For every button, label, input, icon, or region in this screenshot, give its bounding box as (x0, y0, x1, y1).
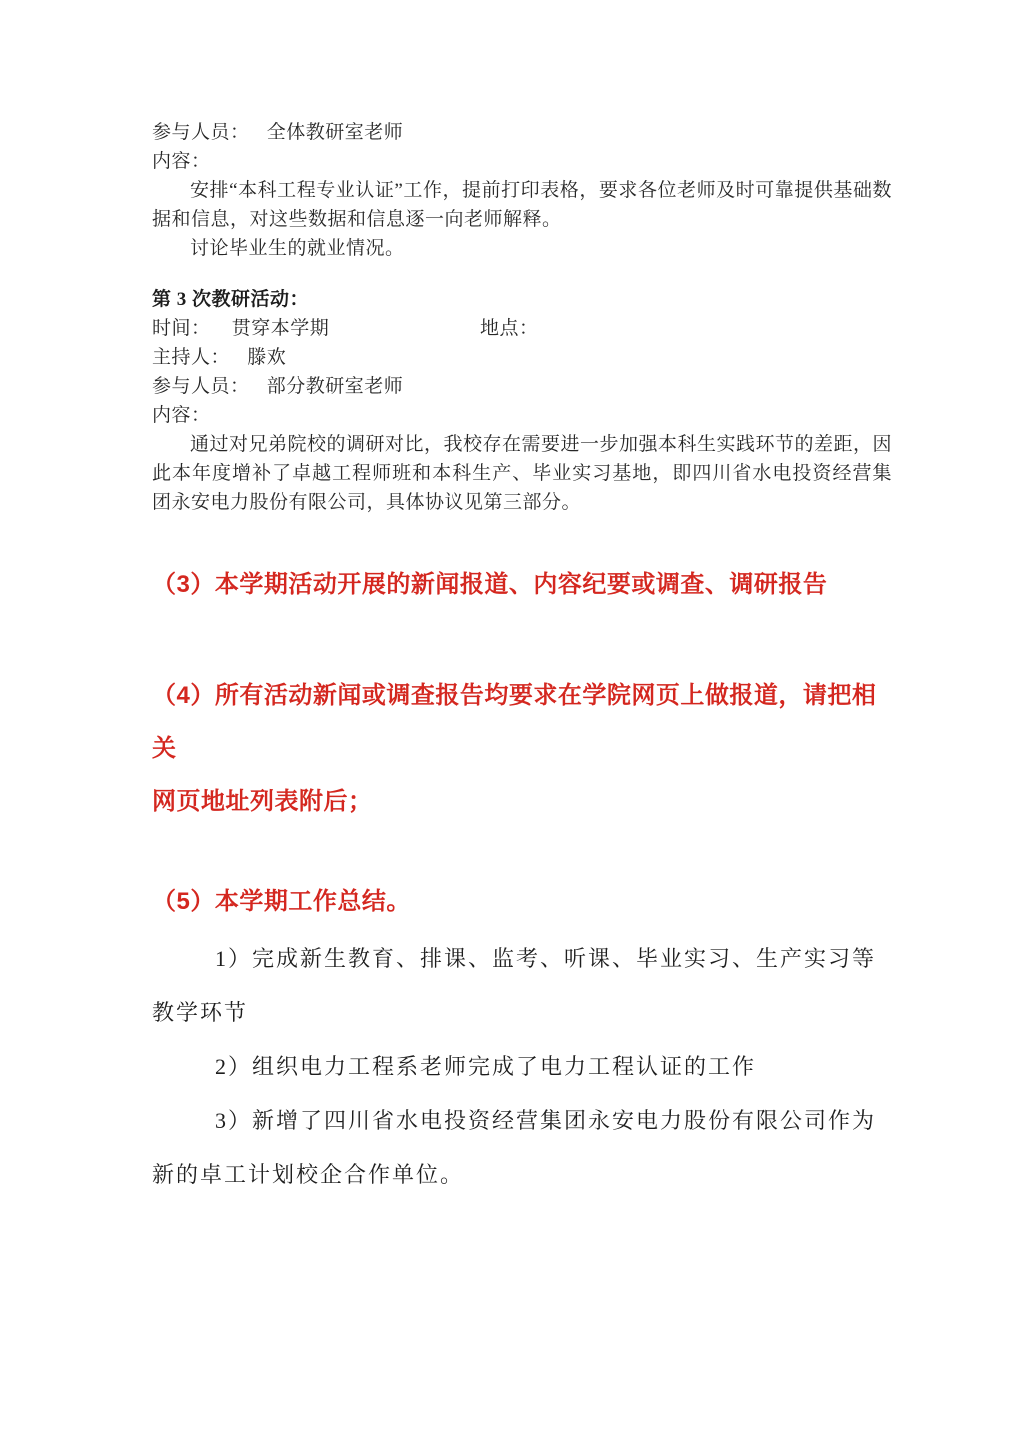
summary-item-2: 2）组织电力工程系老师完成了电力工程认证的工作 (215, 1054, 757, 1079)
summary-item-3-line-2: 新的卓工计划校企合作单位。 (152, 1162, 465, 1187)
red-heading-3: （3）本学期活动开展的新闻报道、内容纪要或调查、调研报告 (152, 571, 828, 598)
red-heading-4-line-2: 网页地址列表附后； (152, 788, 373, 815)
activity3-host-value: 滕欢 (247, 347, 287, 368)
document-content (152, 118, 892, 1202)
prev-participants-label: 参与人员： (152, 122, 250, 143)
activity3-time-value: 贯穿本学期 (231, 318, 330, 339)
summary-list (152, 932, 892, 1202)
activity3-content-paragraph: 通过对兄弟院校的调研对比，我校存在需要进一步加强本科生实践环节的差距，因此本年度增补了卓越工程师班和本科生产、毕业实习基地，即四川省水电投资经营集团永安电力股份有限公司，具体协议见第三部分。 (152, 434, 893, 513)
activity3-host-label: 主持人： (152, 347, 231, 368)
activity3-time-line (152, 314, 892, 343)
activity3-participants-label: 参与人员： (152, 376, 250, 397)
summary-item-1-line-1: 1）完成新生教育、排课、监考、听课、毕业实习、生产实习等 (215, 946, 877, 971)
activity3-heading: 第 3 次教研活动： (152, 289, 310, 310)
activity3-host-line (152, 343, 892, 372)
activity3-participants-line (152, 372, 892, 401)
prev-participants-line (152, 118, 892, 147)
prev-content-label: 内容： (152, 151, 211, 172)
prev-content-paragraph-1: 安排“本科工程专业认证”工作，提前打印表格，要求各位老师及时可靠提供基础数据和信息，对这些数据和信息逐一向老师解释。 (152, 180, 892, 230)
prev-content-paragraph-2: 讨论毕业生的就业情况。 (190, 238, 405, 259)
red-heading-5: （5）本学期工作总结。 (152, 888, 411, 915)
red-heading-4-line-1: （4）所有活动新闻或调查报告均要求在学院网页上做报道，请把相关 (152, 682, 877, 762)
red-heading-4 (152, 669, 892, 828)
activity3-content-label: 内容： (152, 405, 211, 426)
prev-participants-value: 全体教研室老师 (266, 122, 404, 143)
summary-item-3-line-1: 3）新增了四川省水电投资经营集团永安电力股份有限公司作为 (215, 1108, 877, 1133)
summary-item-1-line-2: 教学环节 (152, 1000, 249, 1025)
activity3-time-label: 时间： (152, 318, 211, 339)
activity3-place-label: 地点： (480, 318, 539, 339)
activity3-participants-value: 部分教研室老师 (266, 376, 404, 397)
